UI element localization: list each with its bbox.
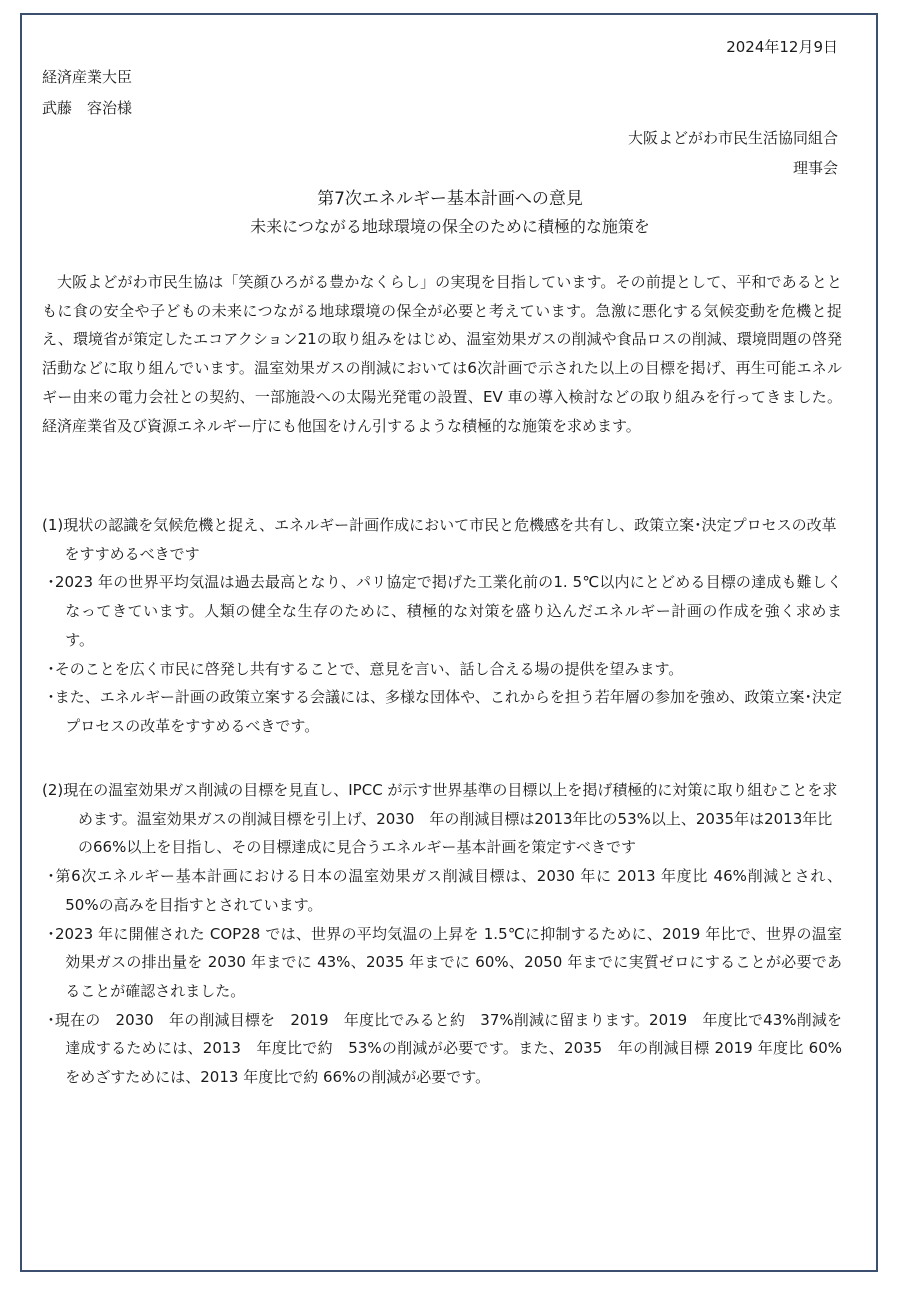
section-1 — [42, 511, 842, 741]
recipient-name: 武藤 容治様 — [42, 99, 133, 117]
section-1-bullet-3: ･また、エネルギー計画の政策立案する会議には、多様な団体や、これからを担う若年層の参加を強め、政策立案･決定プロセスの改革をすすめるべきです。 — [47, 688, 842, 735]
document-title: 第7次エネルギー基本計画への意見 — [317, 189, 583, 209]
section-1-bullet-1: ･2023 年の世界平均気温は過去最高となり、パリ協定で掲げた工業化前の1. 5℃以内にとどめる目標の達成も難しくなってきています。人類の健全な生存のために、積極的な対策を盛り込んだエネルギー計画の作成を強く求めます。 — [47, 573, 842, 649]
sender-org: 大阪よどがわ市民生活協同組合 — [627, 129, 838, 147]
document-subtitle: 未来につながる地球環境の保全のために積極的な施策を — [250, 217, 650, 236]
section-2-bullet-1: ･第6次エネルギー基本計画における日本の温室効果ガス削減目標は、2030 年に 2013 年度比 46%削減とされ、50%の高みを目指すとされています。 — [47, 867, 842, 914]
section-2-heading: (2)現在の温室効果ガス削減の目標を見直し、IPCC が示す世界基準の目標以上を掲げ積極的に対策に取り組むことを求めます。温室効果ガスの削減目標を引上げ、2030 年の削減目標は2013年比の53%以上、2035年は2013年比の66%以上を目指し、その目標達成に見合うエネルギー基本計画を策定すべきです — [42, 781, 838, 857]
section-2 — [42, 776, 842, 1092]
section-1-bullet-2: ･そのことを広く市民に啓発し共有することで、意見を言い、話し合える場の提供を望みます。 — [47, 659, 684, 678]
intro-paragraph: 大阪よどがわ市民生協は「笑顔ひろがる豊かなくらし」の実現を目指しています。その前提として、平和であるとともに食の安全や子どもの未来につながる地球環境の保全が必要と考えています。急激に悪化する気候変動を危機と捉え、環境省が策定したエコアクション21の取り組みをはじめ、温室効果ガスの削減や食品ロスの削減、環境問題の啓発活動などに取り組んでいます。温室効果ガスの削減においては6次計画で示された以上の目標を掲げ、再生可能エネルギー由来の電力会社との契約、一部施設への太陽光発電の設置、EV 車の導入検討などの取り組みを行ってきました。経済産業省及び資源エネルギー庁にも他国をけん引するような積極的な施策を求めます。 — [42, 273, 842, 435]
section-2-bullet-3: ･現在の 2030 年の削減目標を 2019 年度比でみると約 37%削減に留まります。2019 年度比で43%削減を達成するためには、2013 年度比で約 53%の削減が必要です。また、2035 年の削減目標 2019 年度比 60%をめざすためには、2013 年度比で約 66%の削減が必要です。 — [47, 1010, 842, 1087]
recipient-title: 経済産業大臣 — [42, 68, 133, 86]
document-date: 2024年12月9日 — [726, 38, 838, 56]
section-2-bullet-2: ･2023 年に開催された COP28 では、世界の平均気温の上昇を 1.5℃に抑制するために、2019 年比で、世界の温室効果ガスの排出量を 2030 年までに 43%、2035 年までに 60%、2050 年までに実質ゼロにすることが必要であることが確認されました。 — [47, 924, 842, 1000]
section-1-heading: (1)現状の認識を気候危機と捉え、エネルギー計画作成において市民と危機感を共有し、政策立案･決定プロセスの改革をすすめるべきです — [42, 516, 837, 563]
sender-dept: 理事会 — [792, 159, 838, 177]
